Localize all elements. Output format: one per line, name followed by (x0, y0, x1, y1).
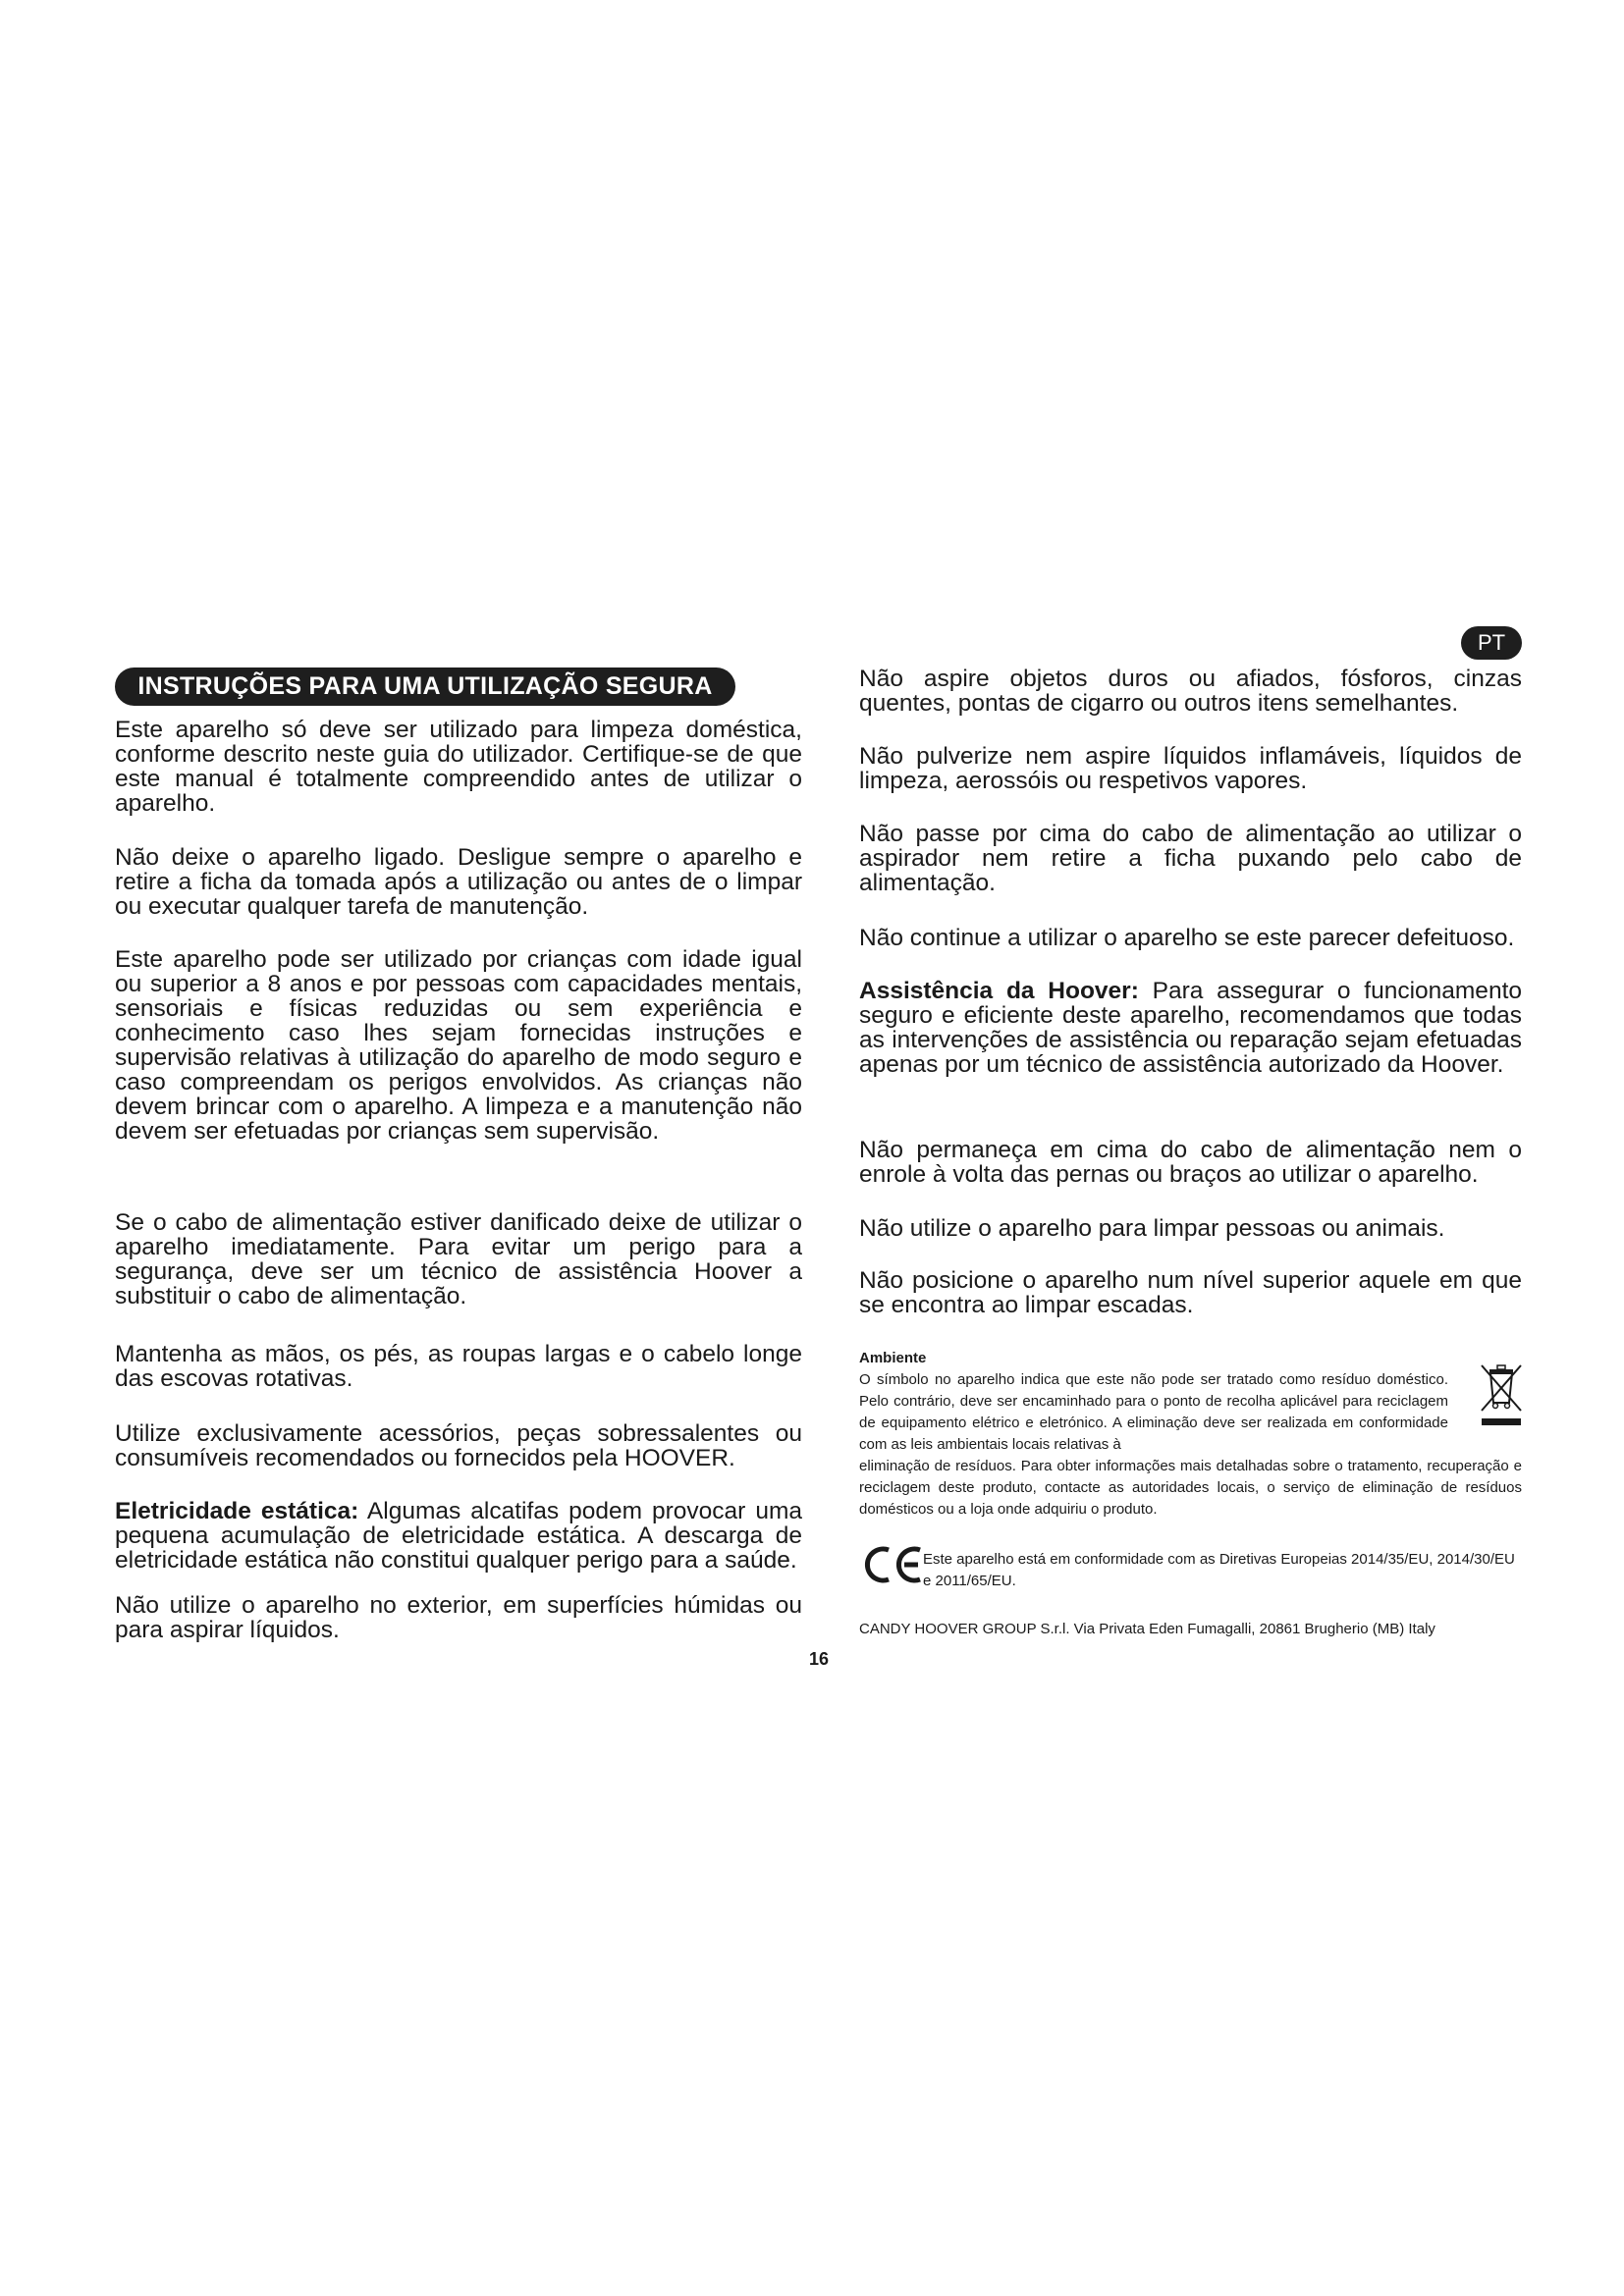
environment-text: O símbolo no aparelho indica que este não pode ser tratado como resíduo doméstico. Pelo contrário, deve ser encaminhado para o ponto de recolha aplicável para reciclagem de equipamento elétrico e eletrónico. A eliminação deve ser realizada em conformidade com as leis ambientais locais relativas à eliminação de resíduos. Para obter informações mais detalhadas sobre o tratamento, recuperação e reciclagem deste produto, contacte as autoridades locais, o serviço de eliminação de resíduos domésticos ou a loja onde adquiriu o produto. (859, 1371, 1522, 1518)
ce-conformity-text: Este aparelho está em conformidade com as Diretivas Europeias 2014/35/EU, 2014/30/EU e 2011/65/EU. (923, 1551, 1515, 1589)
page-number: 16 (809, 1649, 830, 1669)
left-paragraph-2: Não deixe o aparelho ligado. Desligue sempre o aparelho e retire a ficha da tomada após a utilização ou antes de o limpar ou executar qualquer tarefa de manutenção. (115, 844, 802, 920)
left-paragraph-4: Se o cabo de alimentação estiver danificado deixe de utilizar o aparelho imediatamente. Para evitar um perigo para a segurança, deve ser um técnico de assistência Hoover a substituir o cabo de alimentação. (115, 1209, 802, 1309)
right-paragraph-3: Não passe por cima do cabo de alimentação ao utilizar o aspirador nem retire a ficha puxando pelo cabo de alimentação. (859, 821, 1522, 896)
right-paragraph-6: Não permaneça em cima do cabo de alimentação nem o enrole à volta das pernas ou braços ao utilizar o aparelho. (859, 1137, 1522, 1188)
manufacturer-footer: CANDY HOOVER GROUP S.r.l. Via Privata Eden Fumagalli, 20861 Brugherio (MB) Italy (859, 1621, 1435, 1637)
right-paragraph-1: Não aspire objetos duros ou afiados, fósforos, cinzas quentes, pontas de cigarro ou outros itens semelhantes. (859, 666, 1522, 717)
right-paragraph-5: Assistência da Hoover: Para assegurar o funcionamento seguro e eficiente deste aparelho, recomendamos que todas as intervenções de assistência ou reparação sejam efetuadas apenas por um técnico de assistência autorizado da Hoover. (859, 978, 1522, 1078)
weee-bin-icon (1478, 1362, 1525, 1426)
environment-title: Ambiente (859, 1350, 927, 1366)
right-paragraph-2: Não pulverize nem aspire líquidos inflamáveis, líquidos de limpeza, aerossóis ou respetivos vapores. (859, 743, 1522, 794)
left-paragraph-5: Mantenha as mãos, os pés, as roupas largas e o cabelo longe das escovas rotativas. (115, 1341, 802, 1392)
right-paragraph-4: Não continue a utilizar o aparelho se este parecer defeituoso. (859, 925, 1515, 951)
section-title: INSTRUÇÕES PARA UMA UTILIZAÇÃO SEGURA (115, 667, 735, 706)
right-paragraph-8: Não posicione o aparelho num nível superior aquele em que se encontra ao limpar escadas. (859, 1267, 1522, 1318)
left-paragraph-3: Este aparelho pode ser utilizado por crianças com idade igual ou superior a 8 anos e por pessoas com capacidades mentais, sensoriais e físicas reduzidas ou sem experiência e conhecimento caso lhes sejam fornecidas instruções e supervisão relativas à utilização do aparelho de modo seguro e caso compreendam os perigos envolvidos. As crianças não devem brincar com o aparelho. A limpeza e a manutenção não devem ser efetuadas por crianças sem supervisão. (115, 946, 802, 1145)
ce-mark-icon (859, 1544, 928, 1585)
right-paragraph-7: Não utilize o aparelho para limpar pessoas ou animais. (859, 1215, 1445, 1242)
language-badge: PT (1461, 626, 1522, 660)
left-paragraph-8: Não utilize o aparelho no exterior, em superfícies húmidas ou para aspirar líquidos. (115, 1592, 802, 1643)
left-paragraph-6: Utilize exclusivamente acessórios, peças sobressalentes ou consumíveis recomendados ou fornecidos pela HOOVER. (115, 1420, 802, 1471)
left-paragraph-1: Este aparelho só deve ser utilizado para limpeza doméstica, conforme descrito neste guia do utilizador. Certifique-se de que este manual é totalmente compreendido antes de utilizar o aparelho. (115, 717, 802, 817)
left-paragraph-7: Eletricidade estática: Algumas alcatifas podem provocar uma pequena acumulação de eletricidade estática. A descarga de eletricidade estática não constitui qualquer perigo para a saúde. (115, 1498, 802, 1574)
